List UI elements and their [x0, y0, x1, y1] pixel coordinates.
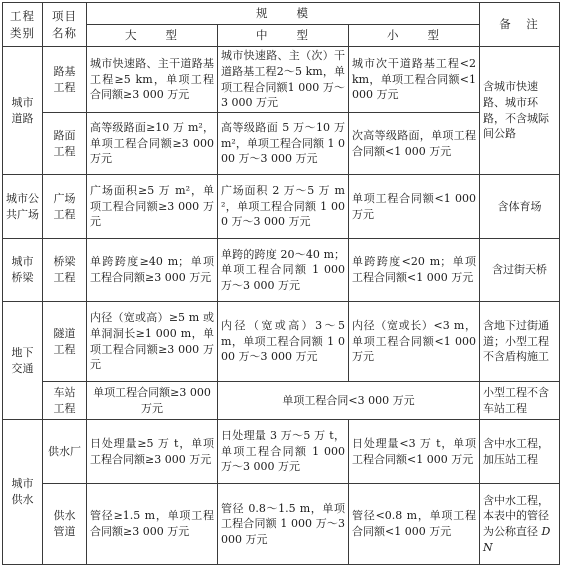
table-row [3, 239, 560, 302]
header-small: 小 型 [349, 25, 480, 47]
medium-cell: 高等级路面 5 万～10 万 m²，单项工程合同额 1 000 万～3 000 万元 [218, 113, 349, 175]
pipe-diameter-symbol: DN [483, 525, 551, 554]
medium-cell: 日处理量 3 万～5 万 t，单项工程合同额 1 000 万～3 000 万元 [218, 420, 349, 484]
header-scale: 规 模 [87, 3, 480, 25]
category-cell: 城市 桥梁 [3, 239, 43, 302]
medium-small-cell: 单项工程合同<3 000 万元 [218, 382, 480, 420]
item-cell: 路面 工程 [43, 113, 87, 175]
item-cell: 隧道 工程 [43, 302, 87, 382]
header-item: 项目 名称 [43, 3, 87, 47]
item-cell: 车站 工程 [43, 382, 87, 420]
header-row-top [3, 3, 560, 25]
remark-cell: 含地下过街通道；小型工程不含盾构施工 [480, 302, 560, 382]
small-cell: 内径（宽或长）<3 m，单项工程合同额<1 000 万元 [349, 302, 480, 382]
item-cell: 路基 工程 [43, 47, 87, 113]
remark-cell: 含中水工程，加压站工程 [480, 420, 560, 484]
item-cell: 供水厂 [43, 420, 87, 484]
large-cell: 城市快速路、主干道路基工程≥5 km，单项工程合同额≥3 000 万元 [87, 47, 218, 113]
small-cell: 管径<0.8 m，单项工程合同额<1 000 万元 [349, 484, 480, 565]
large-cell: 日处理量≥5 万 t，单项工程合同额≥3 000 万元 [87, 420, 218, 484]
category-cell: 城市 供水 [3, 420, 43, 565]
table-row [3, 382, 560, 420]
header-category: 工程 类别 [3, 3, 43, 47]
table-row [3, 420, 560, 484]
large-cell: 单跨跨度≥40 m；单项工程合同额≥3 000 万元 [87, 239, 218, 302]
item-cell: 广场 工程 [43, 175, 87, 239]
medium-cell: 城市快速路、主（次）干道路基工程2～5 km，单项工程合同额1 000 万～3 000 万元 [218, 47, 349, 113]
engineering-scale-table [2, 2, 560, 565]
table-row [3, 113, 560, 175]
medium-cell: 管径 0.8～1.5 m，单项工程合同额 1 000 万～3 000 万元 [218, 484, 349, 565]
small-cell: 次高等级路面，单项工程合同额<1 000 万元 [349, 113, 480, 175]
remark-cell: 含城市快速路、城市环路，不含城际间公路 [480, 47, 560, 175]
header-large: 大 型 [87, 25, 218, 47]
scale-table-wrapper [2, 2, 560, 565]
large-cell: 内径（宽或高）≥5 m 或单洞洞长≥1 000 m，单项工程合同额≥3 000 万元 [87, 302, 218, 382]
table-row [3, 47, 560, 113]
large-cell: 管径≥1.5 m，单项工程合同额≥3 000 万元 [87, 484, 218, 565]
small-cell: 城市次干道路基工程<2 km，单项工程合同额<1 000 万元 [349, 47, 480, 113]
category-cell: 地下 交通 [3, 302, 43, 420]
small-cell: 单项工程合同额<1 000 万元 [349, 175, 480, 239]
small-cell: 单跨跨度<20 m；单项工程合同额<1 000 万元 [349, 239, 480, 302]
header-remark: 备 注 [480, 3, 560, 47]
category-cell: 城市 道路 [3, 47, 43, 175]
remark-cell [480, 484, 560, 565]
category-cell: 城市公 共广场 [3, 175, 43, 239]
remark-cell: 含体育场 [480, 175, 560, 239]
table-row [3, 302, 560, 382]
remark-text: 含中水工程，本表中的管径为公称直径 [483, 493, 550, 538]
small-cell: 日处理量<3 万 t，单项工程合同额<1 000 万元 [349, 420, 480, 484]
remark-cell: 小型工程不含车站工程 [480, 382, 560, 420]
header-row-bottom [3, 25, 560, 47]
header-medium: 中 型 [218, 25, 349, 47]
large-cell: 高等级路面≥10 万 m²，单项工程合同额≥3 000 万元 [87, 113, 218, 175]
large-cell: 单项工程合同额≥3 000 万元 [87, 382, 218, 420]
remark-cell: 含过街天桥 [480, 239, 560, 302]
medium-cell: 广场面积 2 万～5 万 m²，单项工程合同额 1 000 万～3 000 万元 [218, 175, 349, 239]
item-cell: 桥梁 工程 [43, 239, 87, 302]
medium-cell: 内径（宽或高）3～5 m，单项工程合同额 1 000 万～3 000 万元 [218, 302, 349, 382]
medium-cell: 单跨的跨度 20～40 m；单项工程合同额 1 000 万～3 000 万元 [218, 239, 349, 302]
table-row [3, 175, 560, 239]
item-cell: 供水 管道 [43, 484, 87, 565]
table-row [3, 484, 560, 565]
large-cell: 广场面积≥5 万 m²，单项工程合同额≥3 000 万元 [87, 175, 218, 239]
